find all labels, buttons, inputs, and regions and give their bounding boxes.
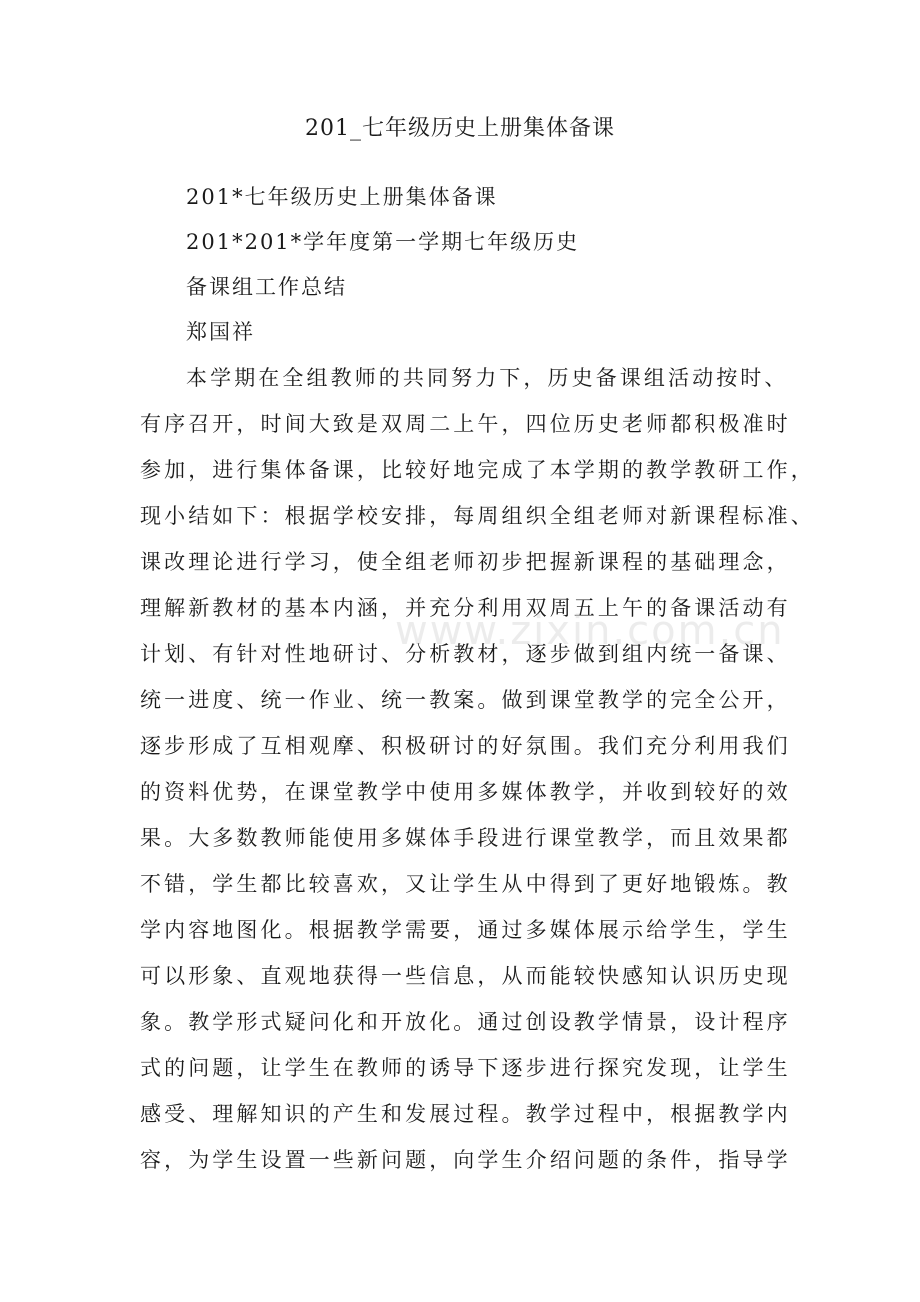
body-line: 象。教学形式疑问化和开放化。通过创设教学情景，设计程序 [140, 1010, 791, 1034]
body-line: 可以形象、直观地获得一些信息，从而能较快感知认识历史现 [140, 964, 791, 988]
body-line: 统一进度、统一作业、统一教案。做到课堂教学的完全公开， [140, 688, 791, 712]
document-body [140, 355, 815, 1183]
body-line: 不错，学生都比较喜欢，又让学生从中得到了更好地锻炼。教 [140, 872, 791, 896]
document-title: 201_七年级历史上册集体备课 [305, 116, 615, 141]
body-line: 的资料优势，在课堂教学中使用多媒体教学，并收到较好的效 [140, 780, 791, 804]
body-line: 果。大多数教师能使用多媒体手段进行课堂教学，而且效果都 [140, 826, 791, 850]
watermark: www.zixin.com.cn [395, 608, 785, 654]
body-line: 有序召开，时间大致是双周二上午，四位历史老师都积极准时 [140, 412, 791, 436]
document-header-block [186, 175, 826, 355]
body-line: 理解新教材的基本内涵，并充分利用双周五上午的备课活动有 [140, 596, 791, 620]
body-line: 感受、理解知识的产生和发展过程。教学过程中，根据教学内 [140, 1102, 791, 1126]
body-line: 本学期在全组教师的共同努力下，历史备课组活动按时、 [186, 366, 789, 390]
body-line: 逐步形成了互相观摩、积极研讨的好氛围。我们充分利用我们 [140, 734, 791, 758]
body-line: 学内容地图化。根据教学需要，通过多媒体展示给学生，学生 [140, 918, 791, 942]
header-line-summary-title: 备课组工作总结 [186, 275, 347, 299]
header-line-author: 郑国祥 [186, 320, 255, 344]
body-line: 式的问题，让学生在教师的诱导下逐步进行探究发现，让学生 [140, 1056, 791, 1080]
body-line: 容，为学生设置一些新问题，向学生介绍问题的条件，指导学 [140, 1148, 791, 1172]
header-line-semester: 201*201*学年度第一学期七年级历史 [186, 230, 580, 254]
body-line: 课改理论进行学习，使全组老师初步把握新课程的基础理念， [140, 550, 791, 574]
body-line: 现小结如下：根据学校安排，每周组织全组老师对新课程标准、 [140, 504, 815, 528]
body-line: 计划、有针对性地研讨、分析教材，逐步做到组内统一备课、 [140, 642, 791, 666]
body-line: 参加，进行集体备课，比较好地完成了本学期的教学教研工作， [140, 458, 815, 482]
header-line-title: 201*七年级历史上册集体备课 [186, 185, 498, 209]
